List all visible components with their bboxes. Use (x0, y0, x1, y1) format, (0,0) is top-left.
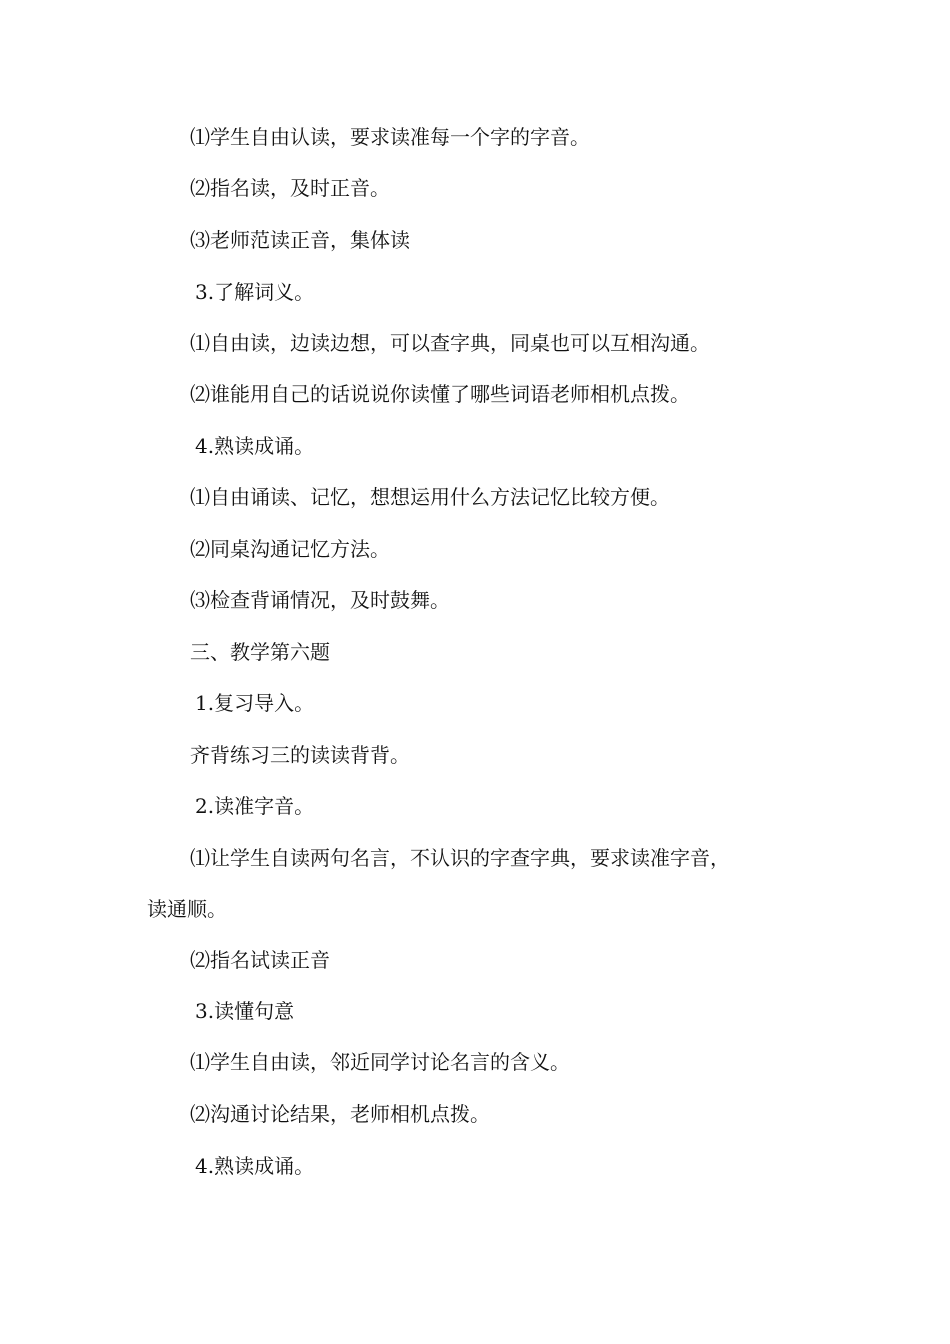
paragraph-line: ⑵指名读，及时正音。 (190, 176, 390, 200)
paragraph-line: ⑴自由诵读、记忆，想想运用什么方法记忆比较方便。 (190, 485, 670, 509)
subheading-line: 3.了解词义。 (195, 280, 315, 304)
subheading-line: 3.读懂句意 (195, 999, 295, 1023)
paragraph-line: ⑴学生自由读，邻近同学讨论名言的含义。 (190, 1050, 570, 1074)
subheading-line: 4.熟读成诵。 (195, 1154, 315, 1178)
paragraph-line: ⑵同桌沟通记忆方法。 (190, 537, 390, 561)
subheading-line: 2.读准字音。 (195, 794, 315, 818)
section-heading: 三、教学第六题 (190, 640, 330, 664)
paragraph-line: ⑶老师范读正音，集体读 (190, 228, 410, 252)
paragraph-line: ⑴让学生自读两句名言，不认识的字查字典，要求读准字音， (190, 846, 730, 870)
paragraph-line: ⑵沟通讨论结果，老师相机点拨。 (190, 1102, 490, 1126)
paragraph-line: ⑶检查背诵情况，及时鼓舞。 (190, 588, 450, 612)
paragraph-line: ⑴自由读，边读边想，可以查字典，同桌也可以互相沟通。 (190, 331, 710, 355)
paragraph-line: 齐背练习三的读读背背。 (190, 743, 410, 767)
paragraph-line: ⑴学生自由认读，要求读准每一个字的字音。 (190, 125, 590, 149)
paragraph-line: ⑵谁能用自己的话说说你读懂了哪些词语老师相机点拨。 (190, 382, 690, 406)
paragraph-continuation: 读通顺。 (147, 897, 227, 921)
paragraph-line: ⑵指名试读正音 (190, 948, 330, 972)
subheading-line: 1.复习导入。 (195, 691, 315, 715)
subheading-line: 4.熟读成诵。 (195, 434, 315, 458)
